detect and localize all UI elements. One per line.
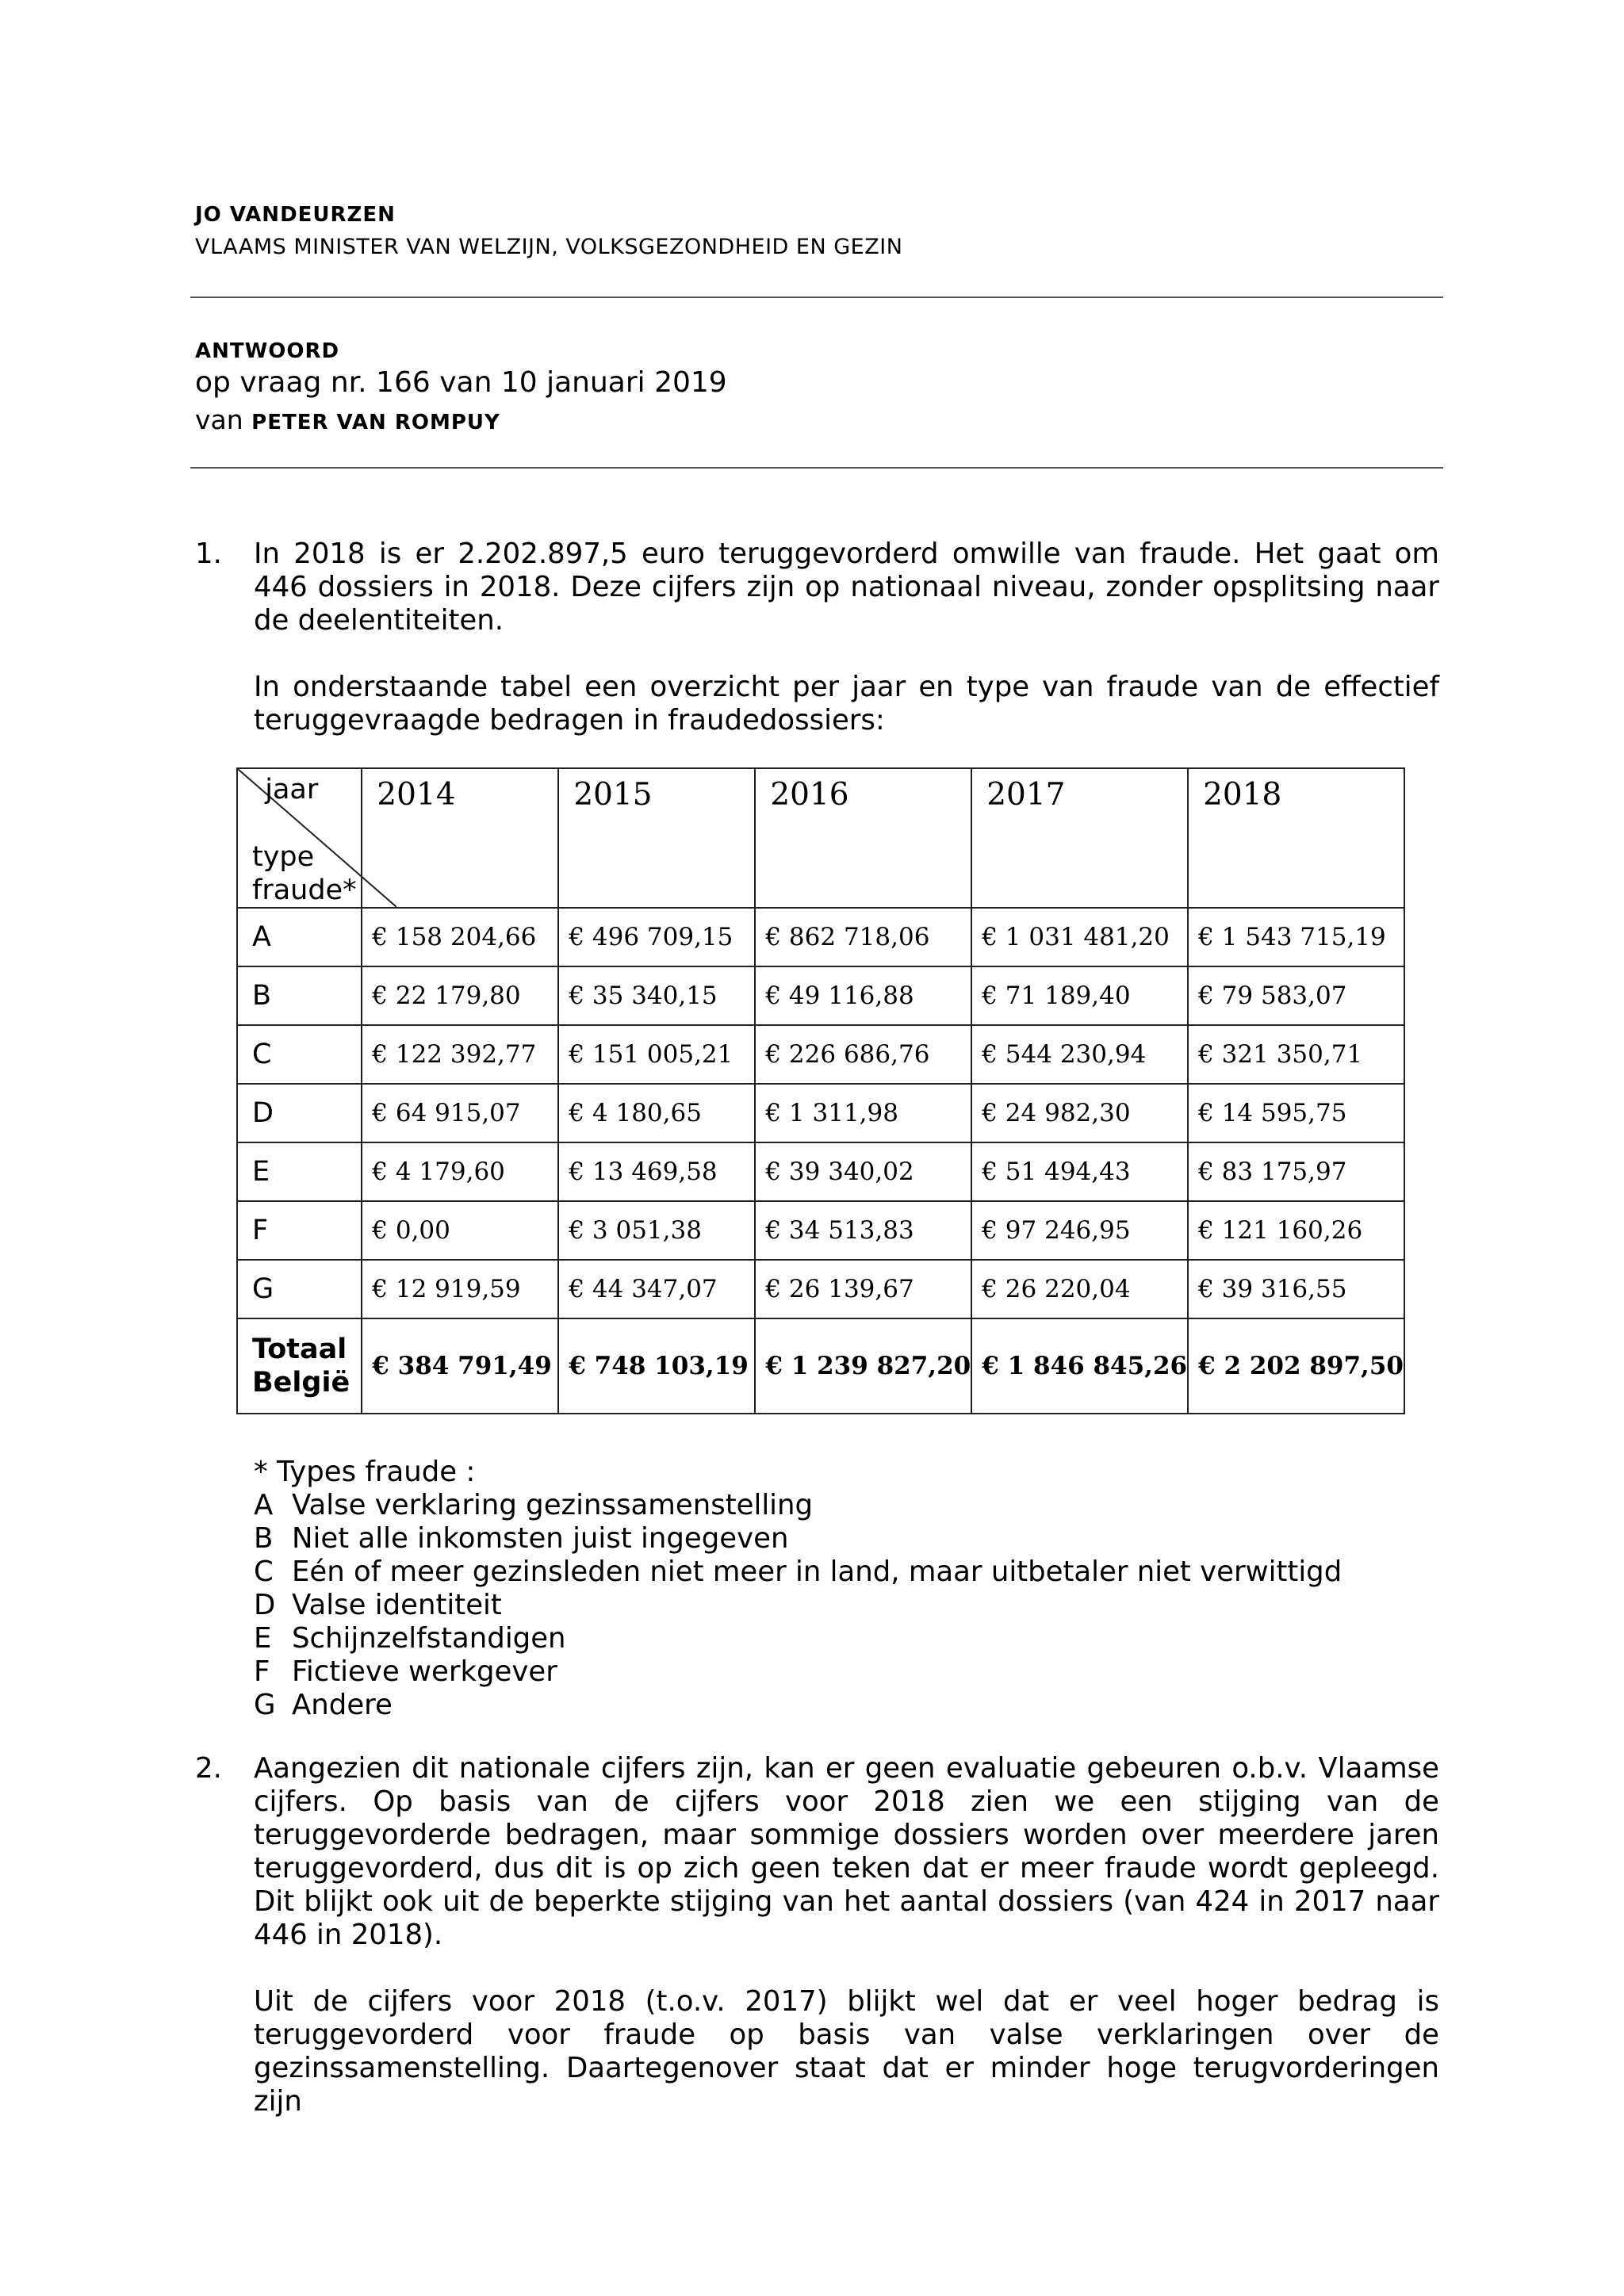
fraud-type-legend xyxy=(254,1456,1342,1722)
table-cell-amount: € 35 340,15 xyxy=(558,966,755,1025)
legend-item xyxy=(254,1655,1342,1689)
table-cell-amount: € 544 230,94 xyxy=(971,1025,1188,1084)
column-header-year: 2015 xyxy=(558,768,755,908)
legend-item xyxy=(254,1489,1342,1522)
row-label-fraud-type: A xyxy=(237,908,362,966)
table-cell-amount: € 226 686,76 xyxy=(755,1025,971,1084)
table-cell-amount: € 26 220,04 xyxy=(971,1260,1188,1318)
table-cell-amount: € 64 915,07 xyxy=(362,1084,558,1142)
column-header-year: 2016 xyxy=(755,768,971,908)
column-header-year: 2017 xyxy=(971,768,1188,908)
legend-code: A xyxy=(254,1489,274,1521)
table-cell-amount: € 24 982,30 xyxy=(971,1084,1188,1142)
legend-code: C xyxy=(254,1556,274,1588)
legend-text: Valse verklaring gezinssamenstelling xyxy=(292,1489,814,1521)
row-label-fraud-type: D xyxy=(237,1084,362,1142)
column-header-year: 2014 xyxy=(362,768,558,908)
legend-code: B xyxy=(254,1522,274,1555)
total-value: € 748 103,19 xyxy=(558,1318,755,1414)
table-corner-cell xyxy=(237,768,362,908)
legend-text: Andere xyxy=(292,1689,393,1721)
legend-text: Eén of meer gezinsleden niet meer in land, maar uitbetaler niet verwittigd xyxy=(292,1556,1342,1588)
total-label-line1: Totaal xyxy=(252,1334,347,1365)
corner-label-type-line2: fraude* xyxy=(252,874,357,906)
table-cell-amount: € 4 179,60 xyxy=(362,1142,558,1201)
table-cell-amount: € 13 469,58 xyxy=(558,1142,755,1201)
table-cell-amount: € 321 350,71 xyxy=(1188,1025,1404,1084)
table-row xyxy=(237,966,1404,1025)
paragraph: In 2018 is er 2.202.897,5 euro teruggevorderd omwille van fraude. Het gaat om 446 dossiers in 2018. Deze cijfers zijn op nationaal niveau, zonder opsplitsing naar de deelentiteiten. xyxy=(254,538,1439,637)
paragraph: In onderstaande tabel een overzicht per jaar en type van fraude van de effectief teruggevraagde bedragen in fraudedossiers: xyxy=(254,671,1439,737)
minister-role: VLAAMS MINISTER VAN WELZIJN, VOLKSGEZONDHEID EN GEZIN xyxy=(195,235,903,259)
table-row xyxy=(237,1201,1404,1260)
corner-label-year: jaar xyxy=(265,774,319,806)
table-cell-amount: € 44 347,07 xyxy=(558,1260,755,1318)
paragraph: Uit de cijfers voor 2018 (t.o.v. 2017) blijkt wel dat er veel hoger bedrag is teruggevorderd voor fraude op basis van valse verklaringen over de gezinssamenstelling. Daartegenover staat dat er minder hoge terugvorderingen zijn xyxy=(254,1985,1439,2118)
column-header-year: 2018 xyxy=(1188,768,1404,908)
table-cell-amount: € 496 709,15 xyxy=(558,908,755,966)
row-label-fraud-type: F xyxy=(237,1201,362,1260)
table-body xyxy=(237,908,1404,1318)
corner-label-type-line1: type xyxy=(252,841,315,873)
table-cell-amount: € 122 392,77 xyxy=(362,1025,558,1084)
legend-item xyxy=(254,1689,1342,1722)
total-value: € 384 791,49 xyxy=(362,1318,558,1414)
table-row xyxy=(237,1142,1404,1201)
row-label-fraud-type: G xyxy=(237,1260,362,1318)
answer-by-prefix: van xyxy=(195,404,243,435)
divider-top xyxy=(190,297,1443,298)
table-cell-amount: € 26 139,67 xyxy=(755,1260,971,1318)
table-cell-amount: € 3 051,38 xyxy=(558,1201,755,1260)
table-row xyxy=(237,908,1404,966)
table-row xyxy=(237,1260,1404,1318)
table-cell-amount: € 862 718,06 xyxy=(755,908,971,966)
table-cell-amount: € 12 919,59 xyxy=(362,1260,558,1318)
table-cell-amount: € 34 513,83 xyxy=(755,1201,971,1260)
table-cell-amount: € 121 160,26 xyxy=(1188,1201,1404,1260)
table-cell-amount: € 1 311,98 xyxy=(755,1084,971,1142)
table-header-row xyxy=(237,768,1404,908)
corner-label-type xyxy=(252,840,357,907)
row-label-fraud-type: B xyxy=(237,966,362,1025)
legend-item xyxy=(254,1556,1342,1589)
item-number: 2. xyxy=(195,1752,222,1785)
table-cell-amount: € 158 204,66 xyxy=(362,908,558,966)
legend-code: E xyxy=(254,1622,272,1655)
legend-code: D xyxy=(254,1589,276,1621)
legend-list xyxy=(254,1489,1342,1722)
legend-item xyxy=(254,1589,1342,1622)
legend-text: Schijnzelfstandigen xyxy=(292,1622,566,1655)
table-cell-amount: € 1 031 481,20 xyxy=(971,908,1188,966)
table-cell-amount: € 1 543 715,19 xyxy=(1188,908,1404,966)
table-cell-amount: € 79 583,07 xyxy=(1188,966,1404,1025)
table-cell-amount: € 39 316,55 xyxy=(1188,1260,1404,1318)
divider-bottom xyxy=(190,467,1443,469)
table-cell-amount: € 0,00 xyxy=(362,1201,558,1260)
row-label-fraud-type: E xyxy=(237,1142,362,1201)
legend-text: Fictieve werkgever xyxy=(292,1655,557,1688)
table-cell-amount: € 22 179,80 xyxy=(362,966,558,1025)
answer-by xyxy=(195,404,500,435)
table-cell-amount: € 83 175,97 xyxy=(1188,1142,1404,1201)
table-cell-amount: € 4 180,65 xyxy=(558,1084,755,1142)
total-value: € 1 846 845,26 xyxy=(971,1318,1188,1414)
table-cell-amount: € 71 189,40 xyxy=(971,966,1188,1025)
paragraph: Aangezien dit nationale cijfers zijn, kan er geen evaluatie gebeuren o.b.v. Vlaamse cijfers. Op basis van de cijfers voor 2018 zien we een stijging van de teruggevorderde bedragen, maar sommige dossiers worden over meerdere jaren teruggevorderd, dus dit is op zich geen teken dat er meer fraude wordt gepleegd. Dit blijkt ook uit de beperkte stijging van het aantal dossiers (van 424 in 2017 naar 446 in 2018). xyxy=(254,1752,1439,1951)
table-row xyxy=(237,1084,1404,1142)
total-value: € 1 239 827,20 xyxy=(755,1318,971,1414)
table-row xyxy=(237,1025,1404,1084)
total-label-line2: België xyxy=(252,1367,350,1399)
answer-by-name: PETER VAN ROMPUY xyxy=(251,411,500,434)
fraud-table xyxy=(236,767,1405,1414)
legend-title: * Types fraude : xyxy=(254,1456,476,1488)
legend-code: G xyxy=(254,1689,276,1721)
table-cell-amount: € 51 494,43 xyxy=(971,1142,1188,1201)
item-number: 1. xyxy=(195,538,222,570)
table-cell-amount: € 14 595,75 xyxy=(1188,1084,1404,1142)
answer-label: ANTWOORD xyxy=(195,339,340,363)
minister-name: JO VANDEURZEN xyxy=(195,203,396,227)
legend-item xyxy=(254,1622,1342,1655)
legend-text: Niet alle inkomsten juist ingegeven xyxy=(292,1522,789,1555)
legend-code: F xyxy=(254,1655,270,1688)
table-cell-amount: € 97 246,95 xyxy=(971,1201,1188,1260)
total-value: € 2 202 897,50 xyxy=(1188,1318,1404,1414)
table-cell-amount: € 39 340,02 xyxy=(755,1142,971,1201)
legend-text: Valse identiteit xyxy=(292,1589,502,1621)
legend-item xyxy=(254,1522,1342,1556)
table-total-row xyxy=(237,1318,1404,1414)
answer-question: op vraag nr. 166 van 10 januari 2019 xyxy=(195,366,727,399)
table-cell-amount: € 49 116,88 xyxy=(755,966,971,1025)
table-cell-amount: € 151 005,21 xyxy=(558,1025,755,1084)
total-label xyxy=(237,1318,362,1414)
row-label-fraud-type: C xyxy=(237,1025,362,1084)
